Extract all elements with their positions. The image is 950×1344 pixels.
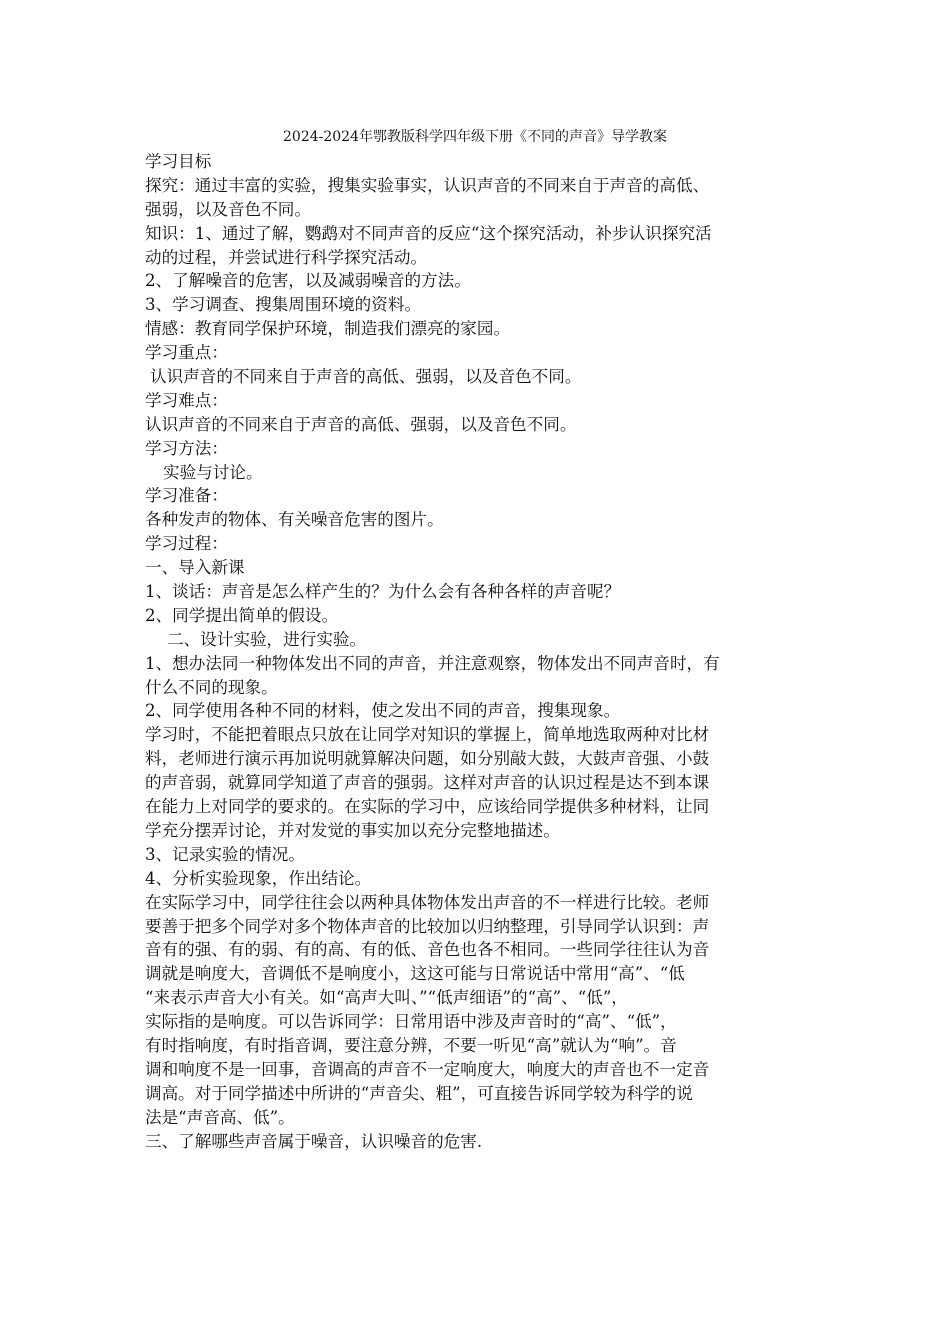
- paragraph-line: 调就是响度大，音调低不是响度小，这这可能与日常说话中常用“高”、“低: [145, 964, 685, 984]
- paragraph-line: 动的过程，并尝试进行科学探究活动。: [145, 247, 428, 267]
- section-heading-difficulties: 学习难点：: [145, 390, 228, 410]
- paragraph-line: 在能力上对同学的要求的。在实际的学习中，应该给同学提供多种材料，让同: [145, 797, 710, 817]
- paragraph-line: 1、想办法同一种物体发出不同的声音，并注意观察，物体发出不同声音时，有: [145, 653, 720, 673]
- document-body: [145, 150, 810, 1153]
- paragraph-line: 调高。对于同学描述中所讲的“声音尖、粗”，可直接告诉同学较为科学的说: [145, 1083, 693, 1103]
- paragraph-line: 各种发声的物体、有关噪音危害的图片。: [145, 510, 444, 530]
- paragraph-line: 在实际学习中，同学往往会以两种具体物体发出声音的不一样进行比较。老师: [145, 892, 710, 912]
- paragraph-line: 实际指的是响度。可以告诉同学：日常用语中涉及声音时的“高”、“低”，: [145, 1012, 677, 1032]
- paragraph-line: 认识声音的不同来自于声音的高低、强弱，以及音色不同。: [145, 414, 577, 434]
- paragraph-line: 法是“声音高、低”。: [145, 1107, 295, 1127]
- paragraph-line: “来表示声音大小有关。如“高声大叫、”“低声细语”的“高”、“低”，: [145, 988, 628, 1008]
- paragraph-line: 学习时，不能把着眼点只放在让同学对知识的掌握上，简单地选取两种对比材: [145, 725, 710, 745]
- paragraph-line: 知识：1、通过了解，鹦鹉对不同声音的反应“这个探究活动，补步认识探究活: [145, 223, 712, 243]
- paragraph-line: 探究：通过丰富的实验，搜集实验事实，认识声音的不同来自于声音的高低、: [145, 175, 710, 195]
- subsection-heading: 三、了解哪些声音属于噪音，认识噪音的危害.: [145, 1131, 483, 1151]
- subsection-heading: 一、导入新课: [145, 558, 245, 578]
- paragraph-line: 2、同学提出简单的假设。: [145, 605, 339, 625]
- paragraph-line: 什么不同的现象。: [145, 677, 278, 697]
- section-heading-preparation: 学习准备：: [145, 486, 228, 506]
- paragraph-line: 实验与讨论。: [163, 462, 263, 482]
- paragraph-line: 的声音弱，就算同学知道了声音的强弱。这样对声音的认识过程是达不到本课: [145, 773, 710, 793]
- paragraph-line: 调和响度不是一回事，音调高的声音不一定响度大，响度大的声音也不一定音: [145, 1059, 710, 1079]
- paragraph-line: 要善于把多个同学对多个物体声音的比较加以归纳整理，引导同学认识到：声: [145, 916, 710, 936]
- paragraph-line: 2、了解噪音的危害，以及减弱噪音的方法。: [145, 271, 471, 291]
- section-heading-key-points: 学习重点：: [145, 343, 228, 363]
- section-heading-methods: 学习方法：: [145, 438, 228, 458]
- document-title: 2024-2024年鄂教版科学四年级下册《不同的声音》导学教案: [283, 129, 667, 145]
- paragraph-line: 学充分摆弄讨论，并对发觉的事实加以充分完整地描述。: [145, 820, 560, 840]
- section-heading-process: 学习过程：: [145, 534, 228, 554]
- paragraph-line: 3、学习调查、搜集周围环境的资料。: [145, 295, 422, 315]
- section-heading-objectives: 学习目标: [145, 152, 212, 171]
- paragraph-line: 强弱，以及音色不同。: [145, 199, 311, 219]
- paragraph-line: 1、谈话：声音是怎么样产生的？为什么会有各种各样的声音呢？: [145, 582, 621, 602]
- paragraph-line: 有时指响度，有时指音调，要注意分辨，不要一听见“高”就认为“响”。音: [145, 1035, 677, 1055]
- paragraph-line: 3、记录实验的情况。: [145, 844, 305, 864]
- paragraph-line: 2、同学使用各种不同的材料，使之发出不同的声音，搜集现象。: [145, 701, 621, 721]
- paragraph-line: 音有的强、有的弱、有的高、有的低、音色也各不相同。一些同学往往认为音: [145, 940, 710, 960]
- paragraph-line: 认识声音的不同来自于声音的高低、强弱，以及音色不同。: [150, 367, 582, 387]
- paragraph-line: 4、分析实验现象，作出结论。: [145, 868, 372, 888]
- paragraph-line: 情感：教育同学保护环境，制造我们漂亮的家园。: [145, 319, 511, 339]
- subsection-heading: 二、设计实验，进行实验。: [167, 629, 367, 649]
- paragraph-line: 料，老师进行演示再加说明就算解决问题，如分别敲大鼓，大鼓声音强、小鼓: [145, 749, 710, 769]
